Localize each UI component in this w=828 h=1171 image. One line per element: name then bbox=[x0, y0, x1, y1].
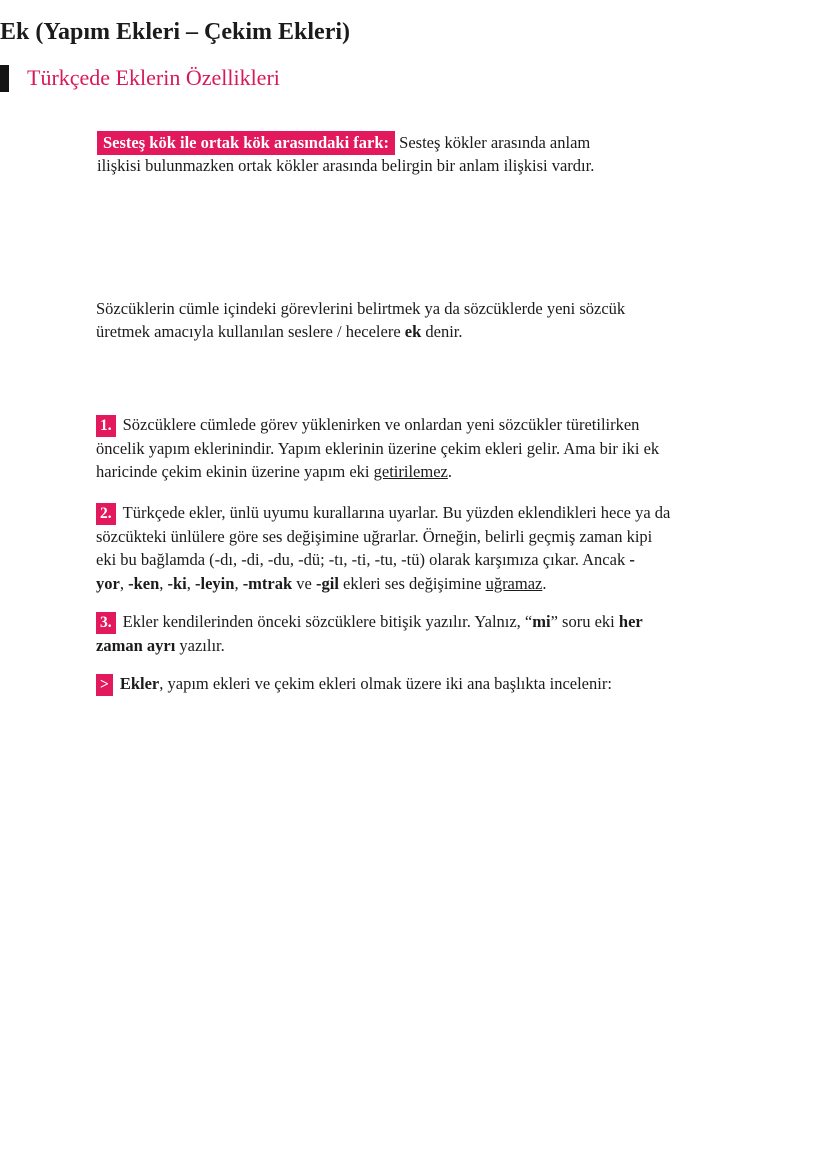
definition-paragraph bbox=[96, 297, 796, 344]
page-title: Ek (Yapım Ekleri – Çekim Ekleri) bbox=[0, 19, 351, 46]
section-title: Türkçede Eklerin Özellikleri bbox=[27, 65, 280, 91]
text-segment: - bbox=[629, 550, 635, 569]
text-segment: Ekler kendilerinden önceki sözcüklere bitişik yazılır. Yalnız, “ bbox=[122, 611, 533, 631]
text-segment: ve bbox=[292, 573, 316, 593]
note-paragraph bbox=[96, 672, 796, 696]
text-segment: denir. bbox=[421, 322, 463, 341]
text-segment: Sözcüklerin cümle içindeki görevlerini belirtmek ya da sözcüklerde yeni sözcük bbox=[96, 298, 626, 318]
section-header bbox=[0, 64, 700, 92]
text-segment: -mtrak bbox=[242, 573, 293, 593]
text-segment: üretmek amacıyla kullanılan seslere / hecelere bbox=[96, 322, 405, 341]
text-segment: ilişkisi bulunmazken ortak kökler arasında belirgin bir anlam ilişkisi vardır. bbox=[97, 156, 595, 175]
text-segment: , bbox=[119, 573, 129, 593]
feature-item-3 bbox=[96, 610, 796, 658]
text-segment: -gil bbox=[316, 573, 339, 593]
arrow-badge: > bbox=[96, 674, 113, 696]
item-text bbox=[96, 612, 643, 655]
item-number-badge: 1. bbox=[96, 415, 116, 437]
text-segment: öncelik yapım eklerinindir. Yapım eklerinin üzerine çekim ekleri gelir. Ama bir iki ek bbox=[96, 438, 660, 458]
text-segment: . bbox=[542, 573, 547, 593]
item-number-badge: 3. bbox=[96, 612, 116, 634]
text-segment: yor bbox=[96, 573, 120, 593]
text-segment: her bbox=[618, 611, 643, 631]
highlight-label: Sesteş kök ile ortak kök arasındaki fark: bbox=[97, 131, 395, 155]
note-text bbox=[120, 674, 612, 693]
text-segment: , bbox=[234, 573, 243, 593]
item-text bbox=[96, 503, 670, 593]
intro-paragraph bbox=[97, 131, 797, 178]
text-segment: , yapım ekleri ve çekim ekleri olmak üzere iki ana başlıkta incelenir: bbox=[159, 673, 612, 693]
text-segment: ” soru eki bbox=[550, 611, 619, 631]
text-segment: Ekler bbox=[119, 673, 160, 693]
text-segment: Türkçede ekler, ünlü uyumu kurallarına uyarlar. Bu yüzden eklendikleri hece ya da bbox=[122, 502, 671, 522]
feature-item-1 bbox=[96, 413, 796, 484]
text-segment: . bbox=[447, 462, 452, 481]
text-segment: ekleri ses değişimine bbox=[338, 573, 486, 593]
text-segment: -leyin bbox=[195, 573, 235, 593]
text-segment: , bbox=[186, 573, 196, 593]
text-segment: sözcükteki ünlülere göre ses değişimine uğrarlar. Örneğin, belirli geçmiş zaman kipi bbox=[96, 526, 653, 546]
text-segment: zaman ayrı bbox=[96, 635, 176, 655]
text-segment: getirilemez bbox=[373, 462, 448, 481]
text-segment: ek bbox=[404, 322, 422, 341]
text-segment: Sesteş kökler arasında anlam bbox=[395, 132, 591, 152]
section-bar bbox=[0, 65, 9, 92]
text-segment: , bbox=[159, 573, 168, 593]
text-segment: uğramaz bbox=[485, 573, 543, 593]
text-segment: eki bu bağlamda (-dı, -di, -du, -dü; -tı, -ti, -tu, -tü) olarak karşımıza çıkar. Ancak bbox=[96, 550, 630, 569]
feature-item-2 bbox=[96, 501, 796, 596]
text-segment: -ki bbox=[167, 573, 187, 593]
text-segment: Sözcüklere cümlede görev yüklenirken ve onlardan yeni sözcükler türetilirken bbox=[122, 414, 640, 434]
item-number-badge: 2. bbox=[96, 503, 116, 525]
text-segment: mi bbox=[532, 611, 551, 631]
text-segment: haricinde çekim ekinin üzerine yapım eki bbox=[96, 462, 374, 481]
item-text bbox=[96, 415, 659, 482]
text-segment: yazılır. bbox=[175, 635, 225, 655]
text-segment: -ken bbox=[128, 573, 160, 593]
